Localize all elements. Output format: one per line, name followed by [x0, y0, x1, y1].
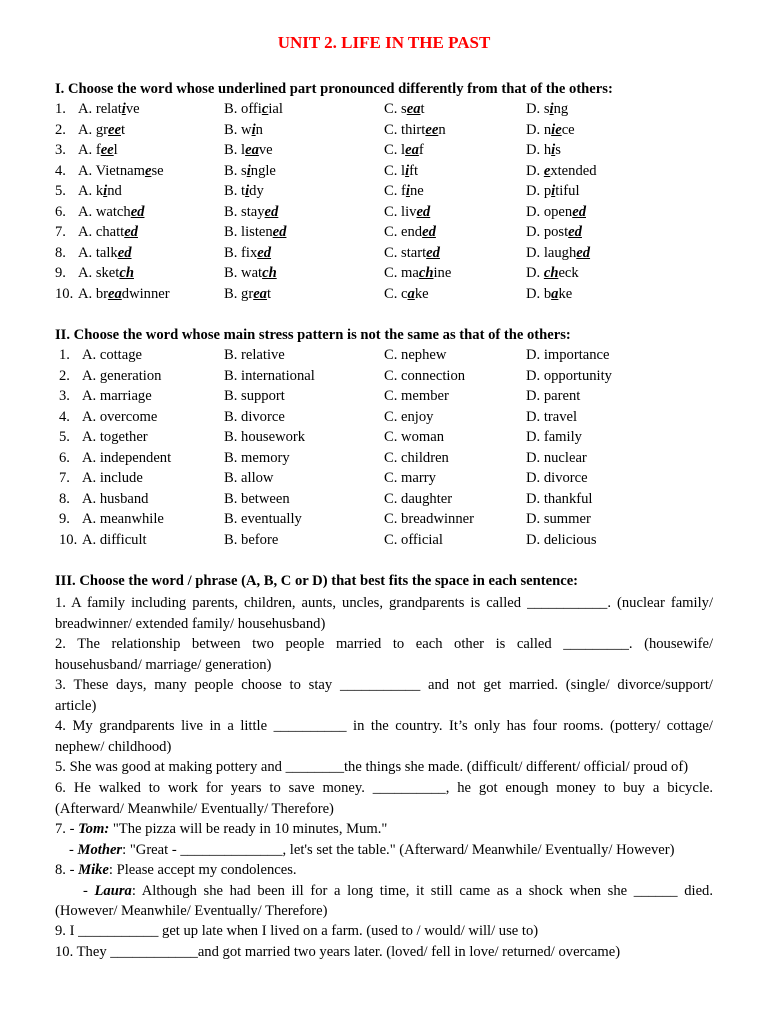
option-d: D. thankful [526, 490, 593, 507]
option-c: C. daughter [384, 490, 453, 507]
word-part: D. n [526, 121, 552, 138]
question-3-line-1: 3. These days, many people choose to stay ___________ and not get married. (single/ divorce/support/ [55, 677, 713, 693]
underlined-part: i [405, 183, 410, 199]
word-part: C. f [384, 183, 406, 199]
underlined-part: ea [406, 101, 421, 117]
question-number: 4. [55, 162, 66, 179]
word-part: t [420, 101, 425, 117]
stress-row [55, 470, 713, 491]
option-a: A. generation [82, 367, 162, 384]
underlined-part: a [551, 285, 559, 302]
underlined-part: i [405, 162, 410, 179]
word-part: n [255, 121, 263, 138]
word-part: B. stay [224, 203, 265, 220]
option-b [224, 265, 277, 282]
pronunciation-row [55, 183, 713, 204]
word-part: s [555, 142, 561, 158]
word-part: se [151, 162, 164, 179]
question-9-line-1: 9. I ___________ get up late when I lived on a farm. (used to / would/ will/ use to) [55, 923, 539, 939]
speaker-laura: Laura [94, 882, 132, 899]
option-c: C. enjoy [384, 408, 434, 425]
option-c: C. woman [384, 429, 444, 445]
question-7-line-1 [55, 819, 713, 840]
word-part: D. post [526, 224, 569, 240]
word-part: B. l [224, 142, 246, 158]
word-part: tiful [555, 183, 580, 199]
question-2-line-1: 2. The relationship between two people married to each other is called _________. (housewife/ [55, 636, 713, 652]
word-part: B. fix [224, 244, 258, 261]
underlined-part: i [551, 183, 556, 199]
pronunciation-row [55, 122, 713, 143]
question-6-line-2: (Afterward/ Meanwhile/ Eventually/ Therefore) [55, 800, 334, 817]
word-part: C. liv [384, 203, 417, 220]
underlined-part: i [245, 183, 250, 199]
question-7-line-2 [55, 840, 713, 861]
word-part: D. open [526, 203, 573, 220]
option-a: A. husband [82, 490, 149, 507]
word-part: dwinner [121, 285, 170, 302]
stress-row [55, 450, 713, 471]
underlined-part: a [407, 285, 415, 302]
underlined-part: i [246, 162, 251, 179]
word-part: A. k [78, 183, 104, 199]
option-b: B. before [224, 531, 279, 548]
question-number: 3. [55, 142, 66, 158]
word-part: B. listen [224, 224, 273, 240]
option-a: A. include [82, 470, 143, 486]
option-a [78, 163, 164, 180]
word-part: t [120, 121, 126, 138]
stress-row [55, 511, 713, 532]
option-b [224, 183, 264, 200]
option-d [526, 183, 580, 200]
option-d: D. nuclear [526, 449, 587, 466]
question-number: 1. [55, 101, 66, 117]
underlined-part: ed [257, 244, 272, 261]
word-part: A. gr [78, 121, 108, 138]
option-c: C. nephew [384, 347, 447, 363]
question-7-prefix: 7. - [55, 821, 79, 837]
word-part: ngle [250, 162, 276, 179]
underlined-part: ea [253, 285, 267, 302]
word-part: n [438, 121, 446, 138]
speaker-mike: Mike [78, 862, 109, 878]
underlined-part: ed [124, 224, 138, 240]
question-number: 3. [59, 388, 70, 404]
option-d [526, 286, 572, 303]
pronunciation-row [55, 204, 713, 225]
word-part: C. l [384, 142, 406, 158]
option-c [384, 204, 430, 221]
option-b: B. between [224, 490, 290, 507]
question-number: 9. [59, 511, 70, 527]
question-7-text-2: : "Great - ______________, let's set the table." (Afterward/ Meanwhile/ Eventually/ However) [122, 841, 675, 858]
option-b [224, 286, 271, 303]
question-8-text-2: : Although she had been ill for a long time, it still came as a shock when she ______ died. [131, 882, 713, 899]
word-part: eck [558, 265, 579, 281]
question-10-line-1: 10. They ____________and got married two years later. (loved/ fell in love/ returned/ overcame) [55, 944, 621, 960]
underlined-part: e [144, 162, 152, 179]
option-a [78, 265, 134, 282]
option-a: A. difficult [82, 531, 147, 548]
stress-row [55, 388, 713, 409]
option-c [384, 142, 424, 159]
word-part: D. b [526, 285, 552, 302]
underlined-part: ch [262, 265, 277, 281]
underlined-part: ed [568, 224, 582, 240]
word-part: D. h [526, 142, 552, 158]
underlined-part: ed [264, 203, 279, 220]
question-number: 7. [59, 470, 70, 486]
question-number: 7. [55, 224, 66, 240]
pronunciation-row [55, 265, 713, 286]
option-b: B. housework [224, 429, 306, 445]
word-part: C. s [384, 101, 407, 117]
option-b: B. divorce [224, 408, 285, 425]
option-a [78, 245, 132, 262]
option-c: C. children [384, 449, 449, 466]
word-part: ne [409, 183, 424, 199]
option-a [78, 286, 170, 303]
option-c [384, 224, 436, 241]
option-c [384, 265, 451, 282]
option-b [224, 142, 273, 159]
option-b [224, 101, 283, 118]
question-number: 2. [55, 121, 66, 138]
option-a: A. independent [82, 449, 172, 466]
word-part: C. end [384, 224, 423, 240]
word-part: C. c [384, 285, 408, 302]
option-c: C. member [384, 388, 449, 404]
option-a: A. marriage [82, 388, 152, 404]
pronunciation-row [55, 224, 713, 245]
question-6-line-1: 6. He walked to work for years to save money. __________, he got enough money to buy a bicycle. [55, 780, 713, 796]
question-number: 8. [59, 490, 70, 507]
option-c [384, 122, 446, 139]
word-part: ine [433, 265, 452, 281]
option-d: D. summer [526, 511, 591, 527]
question-1 [55, 593, 713, 634]
underlined-part: ed [572, 203, 586, 220]
option-b: B. eventually [224, 511, 302, 527]
question-8-line-2 [55, 881, 713, 902]
word-part: f [418, 142, 424, 158]
option-c: C. marry [384, 470, 436, 486]
word-part: C. l [384, 162, 406, 179]
option-c [384, 245, 440, 262]
option-d: D. opportunity [526, 367, 612, 384]
question-2-line-2: househusband/ marriage/ generation) [55, 656, 272, 673]
question-8 [55, 860, 713, 922]
word-part: A. relat [78, 101, 122, 117]
underlined-part: i [103, 183, 108, 199]
word-part: A. talk [78, 244, 118, 261]
underlined-part: ed [426, 244, 440, 261]
question-9 [55, 921, 713, 942]
option-b: B. international [224, 367, 315, 384]
stress-row [55, 347, 713, 368]
option-c: C. official [384, 531, 443, 548]
question-8-text-1: : Please accept my condolences. [108, 862, 297, 878]
word-part: l [113, 142, 118, 158]
question-1-line-2: breadwinner/ extended family/ househusband) [55, 615, 326, 632]
question-8-line-3: (However/ Meanwhile/ Eventually/ Therefore) [55, 903, 328, 919]
underlined-part: i [251, 121, 256, 138]
question-3-line-2: article) [55, 697, 97, 714]
word-part: D. s [526, 101, 550, 117]
pronunciation-row [55, 163, 713, 184]
word-part: ke [414, 285, 429, 302]
question-8-line-1 [55, 860, 713, 881]
option-d: D. divorce [526, 470, 588, 486]
underlined-part: ch [119, 265, 134, 281]
option-c [384, 286, 429, 303]
option-a: A. together [82, 429, 148, 445]
option-d: D. family [526, 429, 582, 445]
word-part: B. w [224, 121, 252, 138]
word-part: B. gr [224, 285, 254, 302]
word-part: ke [558, 285, 573, 302]
option-a [78, 204, 144, 221]
word-part: B. t [224, 183, 246, 199]
option-d: D. delicious [526, 531, 597, 548]
underlined-part: ed [117, 244, 132, 261]
question-3 [55, 675, 713, 716]
speaker-tom: Tom: [78, 821, 110, 837]
option-d [526, 204, 586, 221]
underlined-part: ie [551, 121, 562, 138]
question-4-line-2: nephew/ childhood) [55, 738, 172, 755]
question-8-dash: - [83, 882, 95, 899]
question-number: 9. [55, 265, 66, 281]
word-part: A. f [78, 142, 101, 158]
option-b [224, 224, 286, 241]
option-a [78, 122, 125, 139]
option-d [526, 122, 575, 139]
word-part: A. br [78, 285, 108, 302]
word-part: C. thirt [384, 121, 426, 138]
question-7-text-1: "The pizza will be ready in 10 minutes, Mum." [109, 821, 388, 837]
section-2-heading: II. Choose the word whose main stress pattern is not the same as that of the others: [55, 327, 571, 343]
option-d [526, 245, 590, 262]
section-2-list [55, 347, 713, 552]
question-number: 5. [55, 183, 66, 199]
option-a [78, 224, 138, 241]
word-part: B. wat [224, 265, 263, 281]
word-part: C. ma [384, 265, 419, 281]
option-b [224, 163, 276, 180]
option-c: C. breadwinner [384, 511, 474, 527]
option-d [526, 101, 568, 118]
question-7-dash: - [69, 841, 78, 858]
pronunciation-row [55, 142, 713, 163]
word-part: B. offi [224, 101, 262, 117]
word-part: A. watch [78, 203, 131, 220]
option-b: B. memory [224, 449, 290, 466]
section-1-list [55, 101, 713, 306]
underlined-part: ee [425, 121, 439, 138]
word-part: ial [268, 101, 283, 117]
underlined-part: i [549, 101, 554, 117]
word-part: A. Vietnam [78, 162, 145, 179]
underlined-part: ed [422, 224, 436, 240]
option-d [526, 163, 597, 180]
stress-row [55, 409, 713, 430]
underlined-part: ee [100, 142, 114, 158]
option-c [384, 101, 425, 118]
question-number: 6. [55, 203, 66, 220]
underlined-part: ed [416, 203, 431, 220]
question-4 [55, 716, 713, 757]
word-part: A. chatt [78, 224, 125, 240]
underlined-part: c [261, 101, 269, 117]
option-c: C. connection [384, 367, 466, 384]
option-a [78, 142, 118, 159]
word-part: A. sket [78, 265, 120, 281]
stress-row [55, 491, 713, 512]
option-c [384, 163, 418, 180]
option-d [526, 265, 579, 282]
word-part: D. [526, 265, 544, 281]
speaker-mother: Mother [77, 841, 123, 858]
option-a: A. meanwhile [82, 511, 164, 527]
option-d: D. parent [526, 388, 581, 404]
question-8-prefix: 8. - [55, 862, 79, 878]
question-number: 10. [59, 531, 78, 548]
option-d: D. travel [526, 408, 578, 425]
option-b [224, 204, 278, 221]
question-7 [55, 819, 713, 860]
underlined-part: e [543, 162, 551, 179]
option-d [526, 142, 561, 159]
option-b: B. support [224, 388, 285, 404]
word-part: ft [409, 162, 419, 179]
question-number: 1. [59, 347, 70, 363]
option-a [78, 101, 140, 118]
word-part: B. s [224, 162, 247, 179]
underlined-part: i [551, 142, 556, 158]
option-d: D. importance [526, 347, 610, 363]
pronunciation-row [55, 101, 713, 122]
word-part: D. [526, 162, 544, 179]
word-part: xtended [550, 162, 597, 179]
underlined-part: ed [130, 203, 145, 220]
question-number: 5. [59, 429, 70, 445]
question-1-line-1: 1. A family including parents, children, aunts, uncles, grandparents is called ___________. (nuclear family/ [55, 595, 713, 611]
question-4-line-1: 4. My grandparents live in a little __________ in the country. It’s only has four rooms. (pottery/ cottage/ [55, 718, 713, 734]
section-3-heading: III. Choose the word / phrase (A, B, C or D) that best fits the space in each sentence: [55, 573, 579, 589]
option-b [224, 245, 271, 262]
underlined-part: ch [543, 265, 559, 281]
underlined-part: ea [245, 142, 259, 158]
question-number: 6. [59, 449, 70, 466]
question-number: 4. [59, 408, 70, 425]
option-b: B. relative [224, 347, 285, 363]
word-part: D. laugh [526, 244, 577, 261]
underlined-part: ed [576, 244, 591, 261]
option-b [224, 122, 263, 139]
option-d [526, 224, 582, 241]
word-part: D. p [526, 183, 552, 199]
stress-row [55, 429, 713, 450]
option-c [384, 183, 424, 200]
underlined-part: ea [405, 142, 419, 158]
question-5-line-1: 5. She was good at making pottery and ________the things she made. (difficult/ different/ official/ proud of) [55, 759, 689, 775]
option-b: B. allow [224, 470, 274, 486]
word-part: ve [125, 101, 140, 117]
pronunciation-row [55, 245, 713, 266]
underlined-part: ch [418, 265, 434, 281]
word-part: ce [561, 121, 575, 138]
word-part: dy [249, 183, 264, 199]
question-10 [55, 942, 713, 963]
underlined-part: ee [108, 121, 121, 138]
word-part: C. start [384, 244, 427, 261]
underlined-part: ea [108, 285, 122, 302]
underlined-part: ed [272, 224, 287, 240]
question-2 [55, 634, 713, 675]
section-1-heading: I. Choose the word whose underlined part pronounced differently from that of the others: [55, 81, 613, 97]
question-number: 8. [55, 244, 66, 261]
question-6 [55, 778, 713, 819]
underlined-part: i [121, 101, 126, 117]
word-part: nd [107, 183, 122, 199]
word-part: ve [258, 142, 273, 158]
question-number: 10. [55, 285, 74, 302]
page-title: UNIT 2. LIFE IN THE PAST [277, 33, 491, 52]
word-part: t [266, 285, 272, 302]
stress-row [55, 368, 713, 389]
option-a: A. cottage [82, 347, 142, 363]
stress-row [55, 532, 713, 553]
option-a: A. overcome [82, 408, 158, 425]
pronunciation-row [55, 286, 713, 307]
option-a [78, 183, 122, 200]
question-number: 2. [59, 367, 70, 384]
word-part: ng [553, 101, 569, 117]
question-5 [55, 757, 713, 778]
